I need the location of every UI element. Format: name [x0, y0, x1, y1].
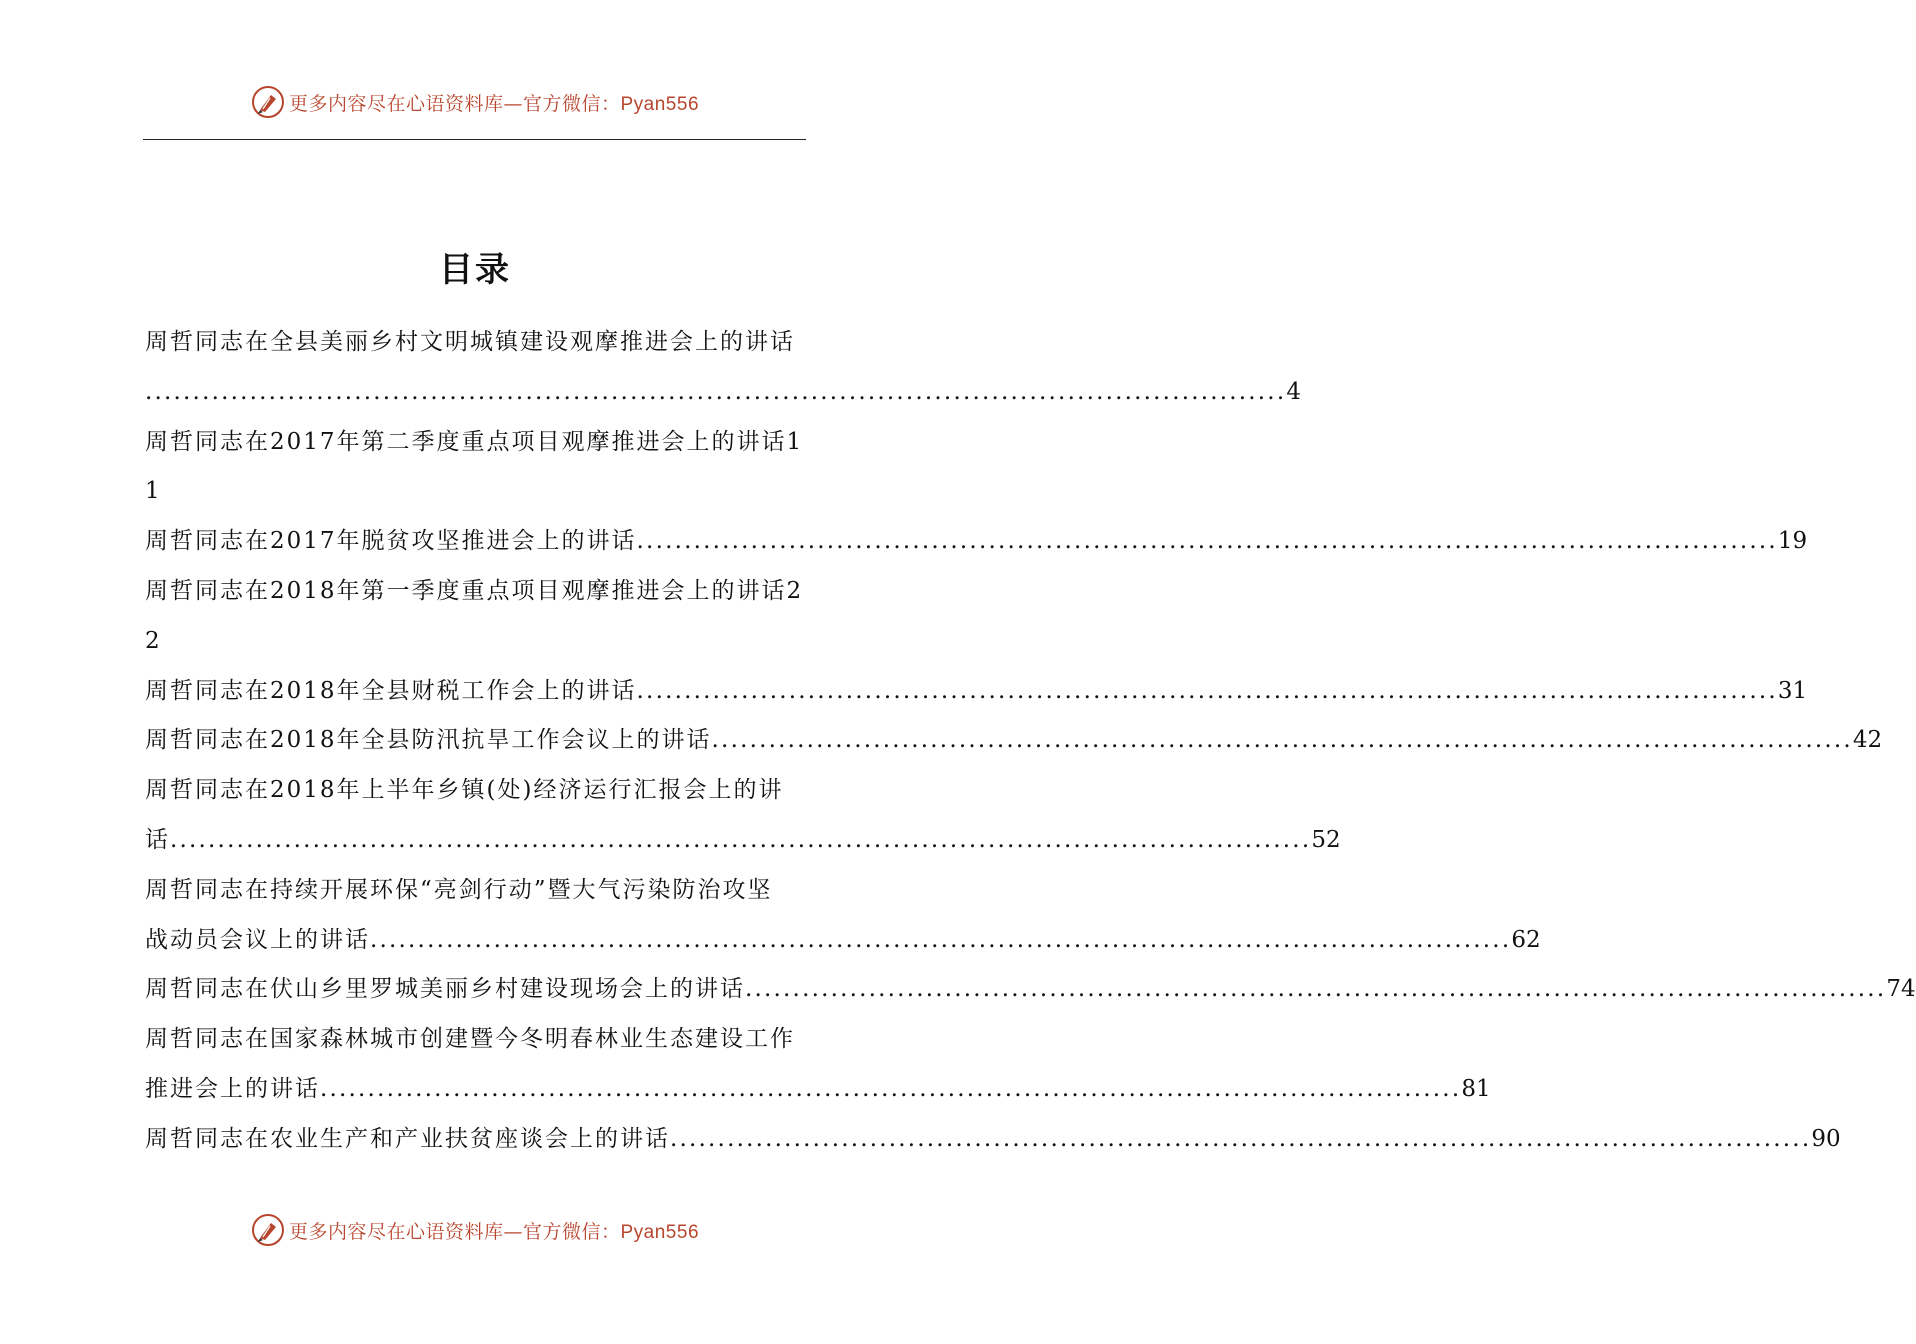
toc-entry-title: 周哲同志在持续开展环保“亮剑行动”暨大气污染防治攻坚	[145, 876, 773, 903]
toc-entry-title: 周哲同志在农业生产和产业扶贫座谈会上的讲话	[145, 1125, 670, 1152]
toc-entry[interactable]	[145, 517, 1808, 567]
header-divider	[143, 139, 806, 140]
banner-text: 更多内容尽在心语资料库—官方微信：Pyan556	[288, 92, 700, 115]
wechat-id: Pyan556	[620, 93, 700, 115]
toc-entry-title: 周哲同志在全县美丽乡村文明城镇建设观摩推进会上的讲话	[145, 329, 795, 355]
toc-page-number: 4	[1286, 378, 1301, 405]
toc-page-number: 42	[1852, 727, 1883, 754]
toc-leader-dots: ........................................................................................................................	[636, 677, 1778, 704]
toc-page-number: 19	[1777, 528, 1808, 555]
toc-leader-dots: ........................................................................................................................	[670, 1125, 1812, 1152]
toc-entry-title: 周哲同志在国家森林城市创建暨今冬明春林业生态建设工作	[145, 1026, 795, 1053]
wechat-id: Pyan556	[620, 1221, 700, 1243]
footer-banner	[0, 1210, 950, 1250]
toc-entry-title-cont: 2	[145, 627, 162, 654]
toc-page-number: 81	[1461, 1075, 1491, 1102]
toc-leader-dots: ........................................................................................................................	[636, 528, 1778, 555]
toc-leader-dots: ........................................................................................................................	[745, 976, 1887, 1003]
toc-page-number: 31	[1777, 677, 1808, 704]
toc-leader-dots: ........................................................................................................................	[370, 926, 1512, 953]
toc-title: 目录	[439, 250, 511, 290]
toc-entry-title-cont: 1	[145, 478, 162, 505]
toc-entry[interactable]	[145, 318, 1301, 418]
toc-leader-dots: ........................................................................................................................	[145, 378, 1287, 405]
toc-leader-dots: ........................................................................................................................	[320, 1075, 1462, 1102]
toc-entry-title: 周哲同志在2017年脱贫攻坚推进会上的讲话	[145, 528, 637, 555]
toc-entry[interactable]	[145, 866, 1541, 966]
toc-entry[interactable]	[145, 766, 1341, 866]
toc-entry-title-cont: 推进会上的讲话	[145, 1075, 320, 1102]
toc-page-number: 74	[1886, 976, 1916, 1003]
toc-page-number: 62	[1511, 926, 1541, 953]
header-banner	[0, 82, 950, 122]
toc-entry[interactable]	[145, 716, 1883, 766]
toc-entry-title: 周哲同志在2018年全县防汛抗旱工作会议上的讲话	[145, 727, 712, 754]
pen-nib-icon	[251, 85, 285, 119]
toc-entry-title: 周哲同志在2018年第一季度重点项目观摩推进会上的讲话2	[145, 577, 804, 604]
toc-entry[interactable]	[145, 667, 1808, 717]
banner-text: 更多内容尽在心语资料库—官方微信：Pyan556	[288, 1220, 700, 1243]
toc-leader-dots: ........................................................................................................................	[711, 727, 1853, 754]
toc-entry[interactable]	[145, 965, 1916, 1015]
toc-page-number: 52	[1311, 826, 1341, 853]
table-of-contents	[145, 318, 1916, 1165]
toc-entry[interactable]	[145, 418, 807, 518]
toc-entry-title: 周哲同志在2018年上半年乡镇(处)经济运行汇报会上的讲	[145, 777, 784, 804]
toc-entry-title: 周哲同志在伏山乡里罗城美丽乡村建设现场会上的讲话	[145, 976, 745, 1003]
toc-entry[interactable]	[145, 1115, 1841, 1165]
toc-entry-title-cont: 话	[145, 826, 170, 853]
toc-entry[interactable]	[145, 1015, 1491, 1115]
toc-page-number: 90	[1811, 1125, 1841, 1152]
toc-entry-title: 周哲同志在2017年第二季度重点项目观摩推进会上的讲话1	[145, 428, 804, 455]
toc-entry-title: 周哲同志在2018年全县财税工作会上的讲话	[145, 677, 637, 704]
pen-nib-icon	[251, 1213, 285, 1247]
toc-entry-title-cont: 战动员会议上的讲话	[145, 926, 370, 953]
toc-entry[interactable]	[145, 567, 807, 667]
toc-leader-dots: ........................................................................................................................	[170, 826, 1312, 853]
